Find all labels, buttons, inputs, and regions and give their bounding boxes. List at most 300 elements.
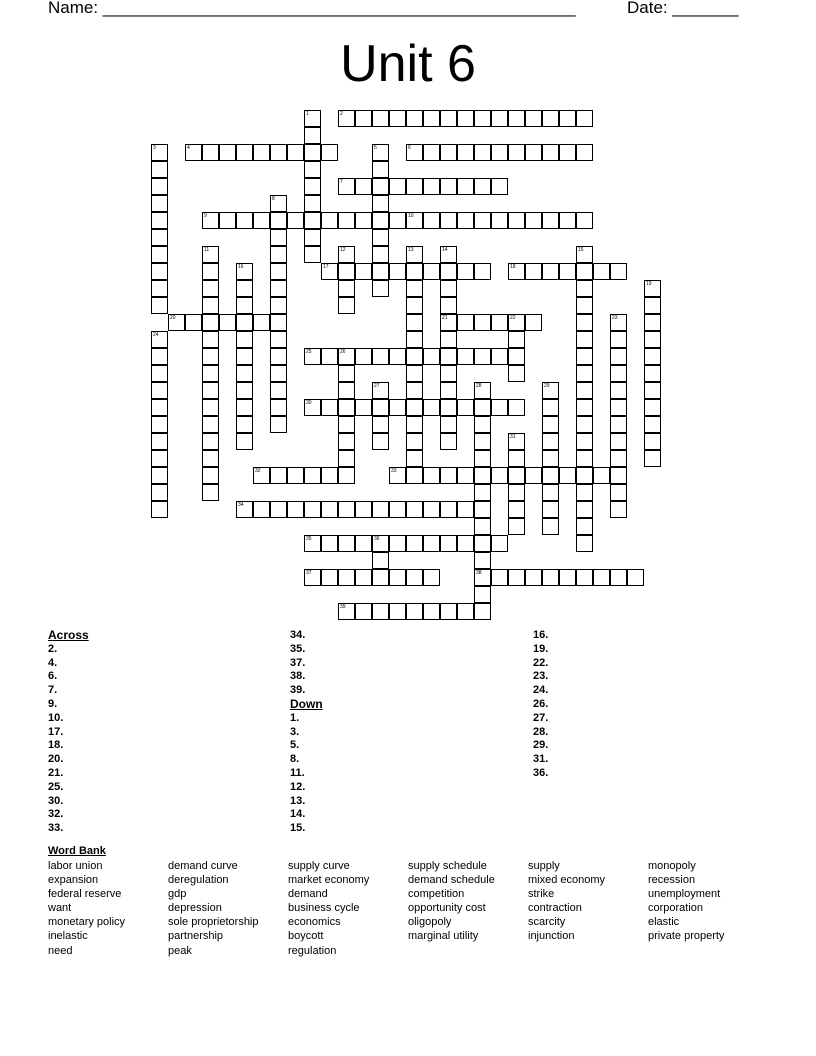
grid-cell[interactable] <box>644 365 661 382</box>
grid-cell[interactable] <box>236 297 253 314</box>
grid-cell[interactable] <box>508 144 525 161</box>
grid-cell[interactable] <box>287 467 304 484</box>
grid-cell[interactable] <box>151 433 168 450</box>
grid-cell[interactable] <box>202 280 219 297</box>
grid-cell[interactable] <box>644 348 661 365</box>
grid-cell[interactable] <box>457 467 474 484</box>
grid-cell[interactable] <box>525 144 542 161</box>
grid-cell[interactable] <box>440 467 457 484</box>
grid-cell[interactable] <box>304 144 321 161</box>
grid-cell[interactable] <box>270 416 287 433</box>
grid-cell[interactable] <box>321 501 338 518</box>
grid-cell[interactable] <box>372 501 389 518</box>
grid-cell[interactable] <box>542 144 559 161</box>
grid-cell[interactable] <box>270 280 287 297</box>
grid-cell[interactable] <box>202 450 219 467</box>
grid-cell[interactable] <box>406 263 423 280</box>
grid-cell[interactable] <box>508 110 525 127</box>
grid-cell[interactable] <box>576 535 593 552</box>
grid-cell[interactable] <box>355 212 372 229</box>
grid-cell[interactable] <box>202 297 219 314</box>
grid-cell[interactable] <box>355 399 372 416</box>
grid-cell[interactable] <box>304 212 321 229</box>
grid-cell[interactable] <box>610 416 627 433</box>
grid-cell[interactable] <box>321 212 338 229</box>
grid-cell[interactable] <box>236 348 253 365</box>
grid-cell[interactable] <box>202 433 219 450</box>
grid-cell[interactable] <box>253 501 270 518</box>
grid-cell[interactable] <box>372 569 389 586</box>
grid-cell[interactable] <box>474 450 491 467</box>
grid-cell[interactable] <box>202 484 219 501</box>
grid-cell[interactable] <box>440 535 457 552</box>
grid-cell[interactable] <box>406 314 423 331</box>
grid-cell[interactable] <box>508 501 525 518</box>
grid-cell[interactable] <box>644 297 661 314</box>
grid-cell[interactable] <box>474 178 491 195</box>
grid-cell[interactable] <box>457 144 474 161</box>
grid-cell[interactable] <box>338 297 355 314</box>
grid-cell[interactable] <box>474 552 491 569</box>
grid-cell[interactable] <box>287 144 304 161</box>
grid-cell[interactable] <box>644 433 661 450</box>
grid-cell[interactable] <box>219 144 236 161</box>
grid-cell[interactable] <box>440 501 457 518</box>
grid-cell[interactable] <box>576 382 593 399</box>
grid-cell[interactable] <box>270 212 287 229</box>
grid-cell[interactable] <box>202 331 219 348</box>
grid-cell[interactable] <box>389 535 406 552</box>
grid-cell[interactable] <box>236 144 253 161</box>
grid-cell[interactable] <box>610 501 627 518</box>
grid-cell[interactable] <box>304 501 321 518</box>
grid-cell[interactable] <box>389 110 406 127</box>
grid-cell[interactable] <box>355 501 372 518</box>
grid-cell[interactable] <box>644 331 661 348</box>
grid-cell[interactable] <box>389 569 406 586</box>
grid-cell[interactable] <box>508 484 525 501</box>
grid-cell[interactable] <box>338 399 355 416</box>
grid-cell[interactable] <box>321 569 338 586</box>
grid-cell[interactable] <box>542 501 559 518</box>
grid-cell[interactable] <box>338 365 355 382</box>
grid-cell[interactable] <box>457 110 474 127</box>
grid-cell[interactable] <box>644 399 661 416</box>
grid-cell[interactable] <box>236 314 253 331</box>
grid-cell[interactable] <box>644 416 661 433</box>
grid-cell[interactable] <box>576 331 593 348</box>
grid-cell[interactable] <box>593 569 610 586</box>
grid-cell[interactable] <box>321 535 338 552</box>
grid-cell[interactable] <box>474 518 491 535</box>
grid-cell[interactable] <box>474 416 491 433</box>
grid-cell[interactable] <box>185 314 202 331</box>
grid-cell[interactable] <box>372 246 389 263</box>
grid-cell[interactable] <box>372 280 389 297</box>
grid-cell[interactable] <box>406 110 423 127</box>
grid-cell[interactable] <box>423 263 440 280</box>
grid-cell[interactable] <box>542 433 559 450</box>
grid-cell[interactable] <box>593 467 610 484</box>
grid-cell[interactable] <box>355 348 372 365</box>
grid-cell[interactable] <box>151 178 168 195</box>
grid-cell[interactable] <box>542 110 559 127</box>
grid-cell[interactable] <box>508 518 525 535</box>
grid-cell[interactable] <box>270 348 287 365</box>
grid-cell[interactable] <box>372 110 389 127</box>
grid-cell[interactable] <box>151 501 168 518</box>
grid-cell[interactable] <box>253 212 270 229</box>
grid-cell[interactable] <box>236 212 253 229</box>
grid-cell[interactable] <box>542 467 559 484</box>
grid-cell[interactable] <box>491 535 508 552</box>
grid-cell[interactable] <box>338 450 355 467</box>
grid-cell[interactable] <box>576 348 593 365</box>
grid-cell[interactable] <box>491 348 508 365</box>
grid-cell[interactable] <box>525 314 542 331</box>
grid-cell[interactable] <box>389 263 406 280</box>
grid-cell[interactable] <box>559 212 576 229</box>
grid-cell[interactable] <box>576 467 593 484</box>
grid-cell[interactable] <box>457 314 474 331</box>
grid-cell[interactable] <box>202 144 219 161</box>
grid-cell[interactable] <box>372 229 389 246</box>
grid-cell[interactable] <box>270 365 287 382</box>
grid-cell[interactable] <box>542 263 559 280</box>
grid-cell[interactable] <box>338 535 355 552</box>
grid-cell[interactable] <box>270 382 287 399</box>
grid-cell[interactable] <box>440 263 457 280</box>
grid-cell[interactable] <box>372 178 389 195</box>
grid-cell[interactable] <box>423 110 440 127</box>
grid-cell[interactable] <box>304 178 321 195</box>
grid-cell[interactable] <box>491 399 508 416</box>
grid-cell[interactable] <box>355 178 372 195</box>
grid-cell[interactable] <box>270 229 287 246</box>
grid-cell[interactable] <box>576 484 593 501</box>
grid-cell[interactable] <box>338 280 355 297</box>
grid-cell[interactable] <box>508 212 525 229</box>
grid-cell[interactable] <box>593 263 610 280</box>
grid-cell[interactable] <box>440 297 457 314</box>
grid-cell[interactable] <box>525 110 542 127</box>
grid-cell[interactable] <box>457 212 474 229</box>
grid-cell[interactable] <box>406 416 423 433</box>
grid-cell[interactable] <box>644 382 661 399</box>
grid-cell[interactable] <box>338 382 355 399</box>
grid-cell[interactable] <box>406 297 423 314</box>
grid-cell[interactable] <box>474 501 491 518</box>
grid-cell[interactable] <box>525 263 542 280</box>
grid-cell[interactable] <box>508 450 525 467</box>
grid-cell[interactable] <box>423 178 440 195</box>
grid-cell[interactable] <box>542 399 559 416</box>
grid-cell[interactable] <box>202 382 219 399</box>
grid-cell[interactable] <box>202 314 219 331</box>
grid-cell[interactable] <box>610 331 627 348</box>
grid-cell[interactable] <box>423 603 440 620</box>
grid-cell[interactable] <box>304 127 321 144</box>
grid-cell[interactable] <box>474 586 491 603</box>
grid-cell[interactable] <box>491 314 508 331</box>
grid-cell[interactable] <box>474 144 491 161</box>
grid-cell[interactable] <box>202 263 219 280</box>
grid-cell[interactable] <box>151 450 168 467</box>
grid-cell[interactable] <box>457 603 474 620</box>
grid-cell[interactable] <box>491 212 508 229</box>
grid-cell[interactable] <box>406 603 423 620</box>
grid-cell[interactable] <box>508 348 525 365</box>
grid-cell[interactable] <box>440 433 457 450</box>
grid-cell[interactable] <box>559 467 576 484</box>
grid-cell[interactable] <box>576 399 593 416</box>
grid-cell[interactable] <box>406 433 423 450</box>
grid-cell[interactable] <box>270 331 287 348</box>
grid-cell[interactable] <box>151 365 168 382</box>
grid-cell[interactable] <box>355 263 372 280</box>
grid-cell[interactable] <box>338 501 355 518</box>
grid-cell[interactable] <box>474 467 491 484</box>
grid-cell[interactable] <box>338 212 355 229</box>
grid-cell[interactable] <box>355 603 372 620</box>
grid-cell[interactable] <box>151 399 168 416</box>
grid-cell[interactable] <box>202 467 219 484</box>
grid-cell[interactable] <box>508 365 525 382</box>
grid-cell[interactable] <box>576 297 593 314</box>
grid-cell[interactable] <box>576 450 593 467</box>
grid-cell[interactable] <box>423 212 440 229</box>
grid-cell[interactable] <box>576 365 593 382</box>
grid-cell[interactable] <box>474 603 491 620</box>
grid-cell[interactable] <box>610 467 627 484</box>
grid-cell[interactable] <box>457 399 474 416</box>
grid-cell[interactable] <box>287 212 304 229</box>
grid-cell[interactable] <box>440 110 457 127</box>
grid-cell[interactable] <box>355 535 372 552</box>
grid-cell[interactable] <box>219 212 236 229</box>
grid-cell[interactable] <box>542 212 559 229</box>
grid-cell[interactable] <box>270 399 287 416</box>
grid-cell[interactable] <box>406 501 423 518</box>
grid-cell[interactable] <box>610 263 627 280</box>
grid-cell[interactable] <box>321 399 338 416</box>
grid-cell[interactable] <box>542 450 559 467</box>
grid-cell[interactable] <box>151 246 168 263</box>
grid-cell[interactable] <box>321 467 338 484</box>
grid-cell[interactable] <box>270 144 287 161</box>
grid-cell[interactable] <box>508 331 525 348</box>
grid-cell[interactable] <box>338 433 355 450</box>
grid-cell[interactable] <box>576 501 593 518</box>
grid-cell[interactable] <box>321 144 338 161</box>
grid-cell[interactable] <box>151 348 168 365</box>
grid-cell[interactable] <box>202 365 219 382</box>
grid-cell[interactable] <box>236 365 253 382</box>
grid-cell[interactable] <box>304 161 321 178</box>
grid-cell[interactable] <box>525 212 542 229</box>
grid-cell[interactable] <box>406 365 423 382</box>
grid-cell[interactable] <box>389 399 406 416</box>
grid-cell[interactable] <box>219 314 236 331</box>
grid-cell[interactable] <box>440 416 457 433</box>
grid-cell[interactable] <box>491 569 508 586</box>
grid-cell[interactable] <box>542 484 559 501</box>
grid-cell[interactable] <box>440 365 457 382</box>
grid-cell[interactable] <box>474 433 491 450</box>
grid-cell[interactable] <box>338 263 355 280</box>
grid-cell[interactable] <box>457 178 474 195</box>
grid-cell[interactable] <box>610 348 627 365</box>
grid-cell[interactable] <box>406 399 423 416</box>
grid-cell[interactable] <box>508 569 525 586</box>
grid-cell[interactable] <box>304 246 321 263</box>
grid-cell[interactable] <box>610 382 627 399</box>
grid-cell[interactable] <box>151 467 168 484</box>
grid-cell[interactable] <box>610 569 627 586</box>
grid-cell[interactable] <box>270 467 287 484</box>
grid-cell[interactable] <box>236 280 253 297</box>
grid-cell[interactable] <box>491 178 508 195</box>
grid-cell[interactable] <box>440 144 457 161</box>
grid-cell[interactable] <box>474 484 491 501</box>
grid-cell[interactable] <box>372 212 389 229</box>
grid-cell[interactable] <box>304 467 321 484</box>
grid-cell[interactable] <box>576 569 593 586</box>
grid-cell[interactable] <box>406 331 423 348</box>
grid-cell[interactable] <box>406 280 423 297</box>
grid-cell[interactable] <box>474 399 491 416</box>
grid-cell[interactable] <box>406 348 423 365</box>
grid-cell[interactable] <box>559 263 576 280</box>
grid-cell[interactable] <box>644 450 661 467</box>
grid-cell[interactable] <box>644 314 661 331</box>
grid-cell[interactable] <box>270 297 287 314</box>
grid-cell[interactable] <box>423 569 440 586</box>
grid-cell[interactable] <box>389 603 406 620</box>
grid-cell[interactable] <box>338 569 355 586</box>
grid-cell[interactable] <box>423 535 440 552</box>
grid-cell[interactable] <box>576 212 593 229</box>
grid-cell[interactable] <box>423 144 440 161</box>
grid-cell[interactable] <box>151 161 168 178</box>
grid-cell[interactable] <box>542 416 559 433</box>
grid-cell[interactable] <box>270 246 287 263</box>
grid-cell[interactable] <box>576 416 593 433</box>
grid-cell[interactable] <box>576 280 593 297</box>
grid-cell[interactable] <box>355 569 372 586</box>
grid-cell[interactable] <box>457 348 474 365</box>
grid-cell[interactable] <box>474 110 491 127</box>
grid-cell[interactable] <box>372 416 389 433</box>
grid-cell[interactable] <box>372 603 389 620</box>
grid-cell[interactable] <box>202 416 219 433</box>
grid-cell[interactable] <box>610 484 627 501</box>
grid-cell[interactable] <box>627 569 644 586</box>
grid-cell[interactable] <box>440 331 457 348</box>
grid-cell[interactable] <box>151 229 168 246</box>
grid-cell[interactable] <box>304 229 321 246</box>
grid-cell[interactable] <box>474 314 491 331</box>
grid-cell[interactable] <box>474 212 491 229</box>
grid-cell[interactable] <box>406 450 423 467</box>
grid-cell[interactable] <box>542 569 559 586</box>
grid-cell[interactable] <box>423 501 440 518</box>
grid-cell[interactable] <box>508 399 525 416</box>
grid-cell[interactable] <box>457 263 474 280</box>
grid-cell[interactable] <box>610 450 627 467</box>
grid-cell[interactable] <box>321 348 338 365</box>
grid-cell[interactable] <box>559 144 576 161</box>
grid-cell[interactable] <box>406 382 423 399</box>
grid-cell[interactable] <box>270 263 287 280</box>
grid-cell[interactable] <box>389 178 406 195</box>
grid-cell[interactable] <box>559 569 576 586</box>
grid-cell[interactable] <box>355 110 372 127</box>
grid-cell[interactable] <box>287 501 304 518</box>
grid-cell[interactable] <box>236 433 253 450</box>
grid-cell[interactable] <box>576 433 593 450</box>
grid-cell[interactable] <box>491 110 508 127</box>
grid-cell[interactable] <box>491 467 508 484</box>
grid-cell[interactable] <box>491 144 508 161</box>
grid-cell[interactable] <box>270 501 287 518</box>
grid-cell[interactable] <box>270 314 287 331</box>
grid-cell[interactable] <box>440 178 457 195</box>
grid-cell[interactable] <box>423 399 440 416</box>
grid-cell[interactable] <box>610 433 627 450</box>
grid-cell[interactable] <box>151 297 168 314</box>
grid-cell[interactable] <box>576 263 593 280</box>
grid-cell[interactable] <box>236 416 253 433</box>
grid-cell[interactable] <box>372 195 389 212</box>
grid-cell[interactable] <box>151 382 168 399</box>
grid-cell[interactable] <box>457 535 474 552</box>
grid-cell[interactable] <box>406 178 423 195</box>
grid-cell[interactable] <box>406 535 423 552</box>
grid-cell[interactable] <box>610 399 627 416</box>
grid-cell[interactable] <box>304 195 321 212</box>
grid-cell[interactable] <box>457 501 474 518</box>
grid-cell[interactable] <box>508 467 525 484</box>
grid-cell[interactable] <box>474 348 491 365</box>
grid-cell[interactable] <box>253 314 270 331</box>
grid-cell[interactable] <box>236 399 253 416</box>
grid-cell[interactable] <box>372 433 389 450</box>
grid-cell[interactable] <box>372 263 389 280</box>
grid-cell[interactable] <box>576 314 593 331</box>
grid-cell[interactable] <box>151 484 168 501</box>
grid-cell[interactable] <box>236 382 253 399</box>
grid-cell[interactable] <box>253 144 270 161</box>
grid-cell[interactable] <box>151 212 168 229</box>
grid-cell[interactable] <box>423 467 440 484</box>
grid-cell[interactable] <box>406 569 423 586</box>
grid-cell[interactable] <box>440 382 457 399</box>
grid-cell[interactable] <box>151 195 168 212</box>
grid-cell[interactable] <box>338 467 355 484</box>
grid-cell[interactable] <box>151 263 168 280</box>
grid-cell[interactable] <box>372 348 389 365</box>
grid-cell[interactable] <box>202 348 219 365</box>
grid-cell[interactable] <box>423 348 440 365</box>
grid-cell[interactable] <box>202 399 219 416</box>
grid-cell[interactable] <box>338 416 355 433</box>
grid-cell[interactable] <box>610 365 627 382</box>
grid-cell[interactable] <box>559 110 576 127</box>
grid-cell[interactable] <box>474 263 491 280</box>
grid-cell[interactable] <box>389 348 406 365</box>
grid-cell[interactable] <box>542 518 559 535</box>
